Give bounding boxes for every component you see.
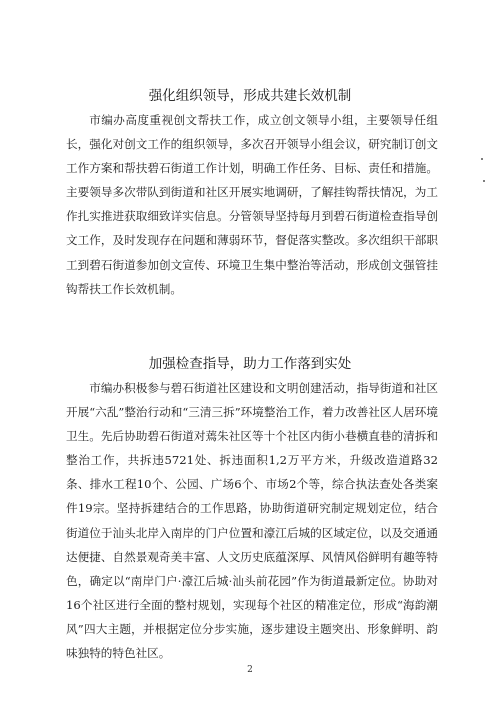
scan-speck — [481, 158, 483, 160]
page-number: 2 — [247, 665, 253, 675]
section-paragraph-1: 市编办高度重视创文帮扶工作，成立创文领导小组，主要领导任组长，强化对创文工作的组织领导，多次召开领导小组会议，研究制订创文工作方案和帮扶碧石街道工作计划，明确工作任务、目标、责任和措施。主要领导多次带队到街道和社区开展实地调研，了解挂钩帮扶情况，为工作扎实推进获取细致详实信息。分管领导坚持每月到碧石街道检查指导创文工作，及时发现存在问题和薄弱环节，督促落实整改。多次组织干部职工到碧石街道参加创文宣传、环境卫生集中整治等活动，形成创文强管挂钩帮扶工作长效机制。 — [66, 113, 438, 296]
section-heading-1: 强化组织领导，形成共建长效机制 — [148, 88, 352, 104]
scan-speck — [483, 180, 485, 182]
section-heading-2: 加强检查指导，助力工作落到实处 — [148, 356, 352, 372]
section-paragraph-2: 市编办积极参与碧石街道社区建设和文明创建活动，指导街道和社区开展“六乱”整治行动和“三清三拆”环境整治工作，着力改善社区人居环境卫生。先后协助碧石街道对蔫朱社区等十个社区内街小巷横直巷的清拆和整治工作，共拆违5721处、拆违面积1,2万平方米，升级改造道路32条、排水工程10个、公园、广场6个、市场2个等，综合执法查处各类案件19宗。坚持拆建结合的工作思路，协助街道研究制定规划定位，结合街道位于汕头北岸入南岸的门户位置和濠江后城的区域定位，以及交通通达便捷、自然景观奇美丰富、人文历史底蕴深厚、风情风俗鲜明有趣等特色，确定以“南岸门户·濠江后城·汕头前花园”作为街道最新定位。协助对16个社区进行全面的整村规划，实现每个社区的精准定位，形成“海韵潮风”四大主题，并根据定位分步实施，逐步建设主题突出、形象鲜明、韵味独特的特色社区。 — [66, 381, 438, 661]
